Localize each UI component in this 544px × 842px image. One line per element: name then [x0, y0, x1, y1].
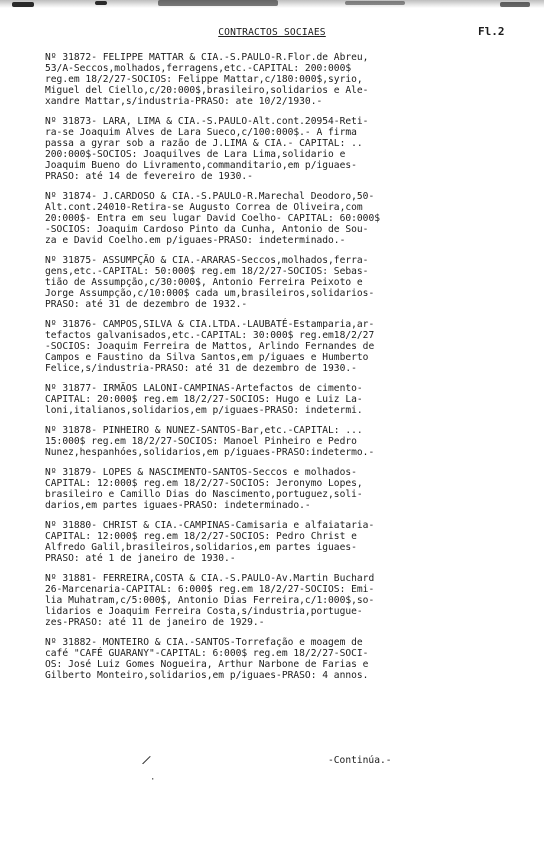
entry-line: Nº 31877- IRMÃOS LALONI-CAMPINAS-Artefactos de cimento-: [45, 383, 363, 394]
contract-entry: [45, 52, 475, 107]
entry-line: Nº 31875- ASSUMPÇÃO & CIA.-ARARAS-Seccos,molhados,ferra-: [45, 255, 369, 266]
entry-line: darios,em partes iguaes-PRASO: indeterminado.-: [45, 500, 311, 511]
entry-line: Jorge Assumpção,c/10:000$ cada um,brasileiros,solidarios-: [45, 288, 375, 299]
contract-entry: [45, 573, 475, 628]
entry-line: Nº 31879- LOPES & NASCIMENTO-SANTOS-Seccos e molhados-: [45, 467, 357, 478]
pen-mark: /: [140, 752, 153, 768]
continued-note: -Continúa.-: [328, 755, 392, 766]
entry-line: -SOCIOS: Joaquim Cardoso Pinto da Cunha, Antonio de Sou-: [45, 224, 369, 235]
contract-entry: [45, 467, 475, 511]
entry-line: lia Muhatram,c/5:000$, Antonio Dias Ferreira,c/1:000$,so-: [45, 595, 375, 606]
entry-line: Felice,s/industria-PRASO: até 31 de dezembro de 1930.-: [45, 363, 357, 374]
entry-line: Alfredo Galil,brasileiros,solidarios,em partes iguaes-: [45, 542, 357, 553]
contract-entry: [45, 637, 475, 681]
entry-line: zes-PRASO: até 11 de janeiro de 1929.-: [45, 617, 265, 628]
entry-line: Joaquim Bueno do Livramento,commanditario,em p/iguaes-: [45, 160, 357, 171]
entry-line: Nº 31878- PINHEIRO & NUNEZ-SANTOS-Bar,etc.-CAPITAL: ...: [45, 425, 363, 436]
entry-line: gens,etc.-CAPITAL: 50:000$ reg.em 18/2/27-SOCIOS: Sebas-: [45, 266, 369, 277]
entry-line: Nº 31874- J.CARDOSO & CIA.-S.PAULO-R.Marechal Deodoro,50-: [45, 191, 375, 202]
entry-line: 26-Marcenaria-CAPITAL: 6:000$ reg.em 18/2/27-SOCIOS: Emi-: [45, 584, 375, 595]
entry-line: PRASO: até 1 de janeiro de 1930.-: [45, 553, 236, 564]
entry-line: Nº 31880- CHRIST & CIA.-CAMPINAS-Camisaria e alfaiataria-: [45, 520, 375, 531]
entry-line: Nº 31882- MONTEIRO & CIA.-SANTOS-Torrefação e moagem de: [45, 637, 363, 648]
document-title: CONTRACTOS SOCIAES: [218, 27, 326, 38]
contract-entry: [45, 520, 475, 564]
pen-mark: ·: [150, 775, 156, 785]
entry-line: reg.em 18/2/27-SOCIOS: Felippe Mattar,c/180:000$,syrio,: [45, 74, 363, 85]
entry-line: PRASO: até 14 de fevereiro de 1930.-: [45, 171, 253, 182]
entry-line: lidarios e Joaquim Ferreira Costa,s/industria,portugue-: [45, 606, 363, 617]
entry-line: Campos e Faustino da Silva Santos,em p/iguaes e Humberto: [45, 352, 369, 363]
entry-line: OS: José Luiz Gomes Nogueira, Arthur Narbone de Farias e: [45, 659, 369, 670]
entry-line: Nº 31876- CAMPOS,SILVA & CIA.LTDA.-LAUBATÉ-Estamparia,ar-: [45, 319, 375, 330]
document-body: [45, 52, 475, 690]
entry-line: Nº 31873- LARA, LIMA & CIA.-S.PAULO-Alt.cont.20954-Reti-: [45, 116, 369, 127]
entry-line: 53/A-Seccos,molhados,ferragens,etc.-CAPITAL: 200:000$: [45, 63, 352, 74]
entry-line: Miguel del Ciello,c/20:000$,brasileiro,solidarios e Ale-: [45, 85, 369, 96]
entry-line: 15:000$ reg.em 18/2/27-SOCIOS: Manoel Pinheiro e Pedro: [45, 436, 357, 447]
entry-line: PRASO: até 31 de dezembro de 1932.-: [45, 299, 248, 310]
contract-entry: [45, 383, 475, 416]
entry-line: tefactos galvanisados,etc.-CAPITAL: 30:000$ reg.em18/2/27: [45, 330, 375, 341]
entry-line: brasileiro e Camillo Dias do Nascimento,portuguez,soli-: [45, 489, 363, 500]
contract-entry: [45, 191, 475, 246]
entry-line: -SOCIOS: Joaquim Ferreira de Mattos, Arlindo Fernandes de: [45, 341, 375, 352]
entry-line: passa a gyrar sob a razão de J.LIMA & CIA.- CAPITAL: ..: [45, 138, 363, 149]
entry-line: 200:000$-SOCIOS: Joaquilves de Lara Lima,solidario e: [45, 149, 346, 160]
contract-entry: [45, 425, 475, 458]
contract-entry: [45, 319, 475, 374]
scan-smudge: [158, 0, 278, 6]
entry-line: za e David Coelho.em p/iguaes-PRASO: indeterminado.-: [45, 235, 346, 246]
entry-line: ra-se Joaquim Alves de Lara Sueco,c/100:000$.- A firma: [45, 127, 357, 138]
entry-line: CAPITAL: 12:000$ reg.em 18/2/27-SOCIOS: Jeronymo Lopes,: [45, 478, 363, 489]
scan-smudge: [345, 1, 405, 5]
page-number: Fl.2: [478, 25, 505, 38]
contract-entry: [45, 255, 475, 310]
entry-line: tião de Assumpção,c/30:000$, Antonio Ferreira Peixoto e: [45, 277, 363, 288]
entry-line: Gilberto Monteiro,solidarios,em p/iguaes-PRASO: 4 annos.: [45, 670, 369, 681]
entry-line: loni,italianos,solidarios,em p/iguaes-PRASO: indetermi.: [45, 405, 363, 416]
scan-smudge: [95, 1, 107, 5]
entry-line: Nº 31881- FERREIRA,COSTA & CIA.-S.PAULO-Av.Martin Buchard: [45, 573, 375, 584]
entry-line: Nunez,hespanhóes,solidarios,em p/iguaes-PRASO:indetermo.-: [45, 447, 375, 458]
entry-line: Nº 31872- FELIPPE MATTAR & CIA.-S.PAULO-R.Flor.de Abreu,: [45, 52, 369, 63]
scan-smudge: [12, 2, 34, 7]
entry-line: 20:000$- Entra em seu lugar David Coelho- CAPITAL: 60:000$: [45, 213, 381, 224]
scan-smudge: [500, 2, 530, 7]
entry-line: xandre Mattar,s/industria-PRASO: ate 10/2/1930.-: [45, 96, 323, 107]
entry-line: CAPITAL: 12:000$ reg.em 18/2/27-SOCIOS: Pedro Christ e: [45, 531, 357, 542]
entry-line: Alt.cont.24010-Retira-se Augusto Correa de Oliveira,com: [45, 202, 363, 213]
entry-line: café "CAFÉ GUARANY"-CAPITAL: 6:000$ reg.em 18/2/27-SOCI-: [45, 648, 369, 659]
contract-entry: [45, 116, 475, 182]
entry-line: CAPITAL: 20:000$ reg.em 18/2/27-SOCIOS: Hugo e Luiz La-: [45, 394, 363, 405]
